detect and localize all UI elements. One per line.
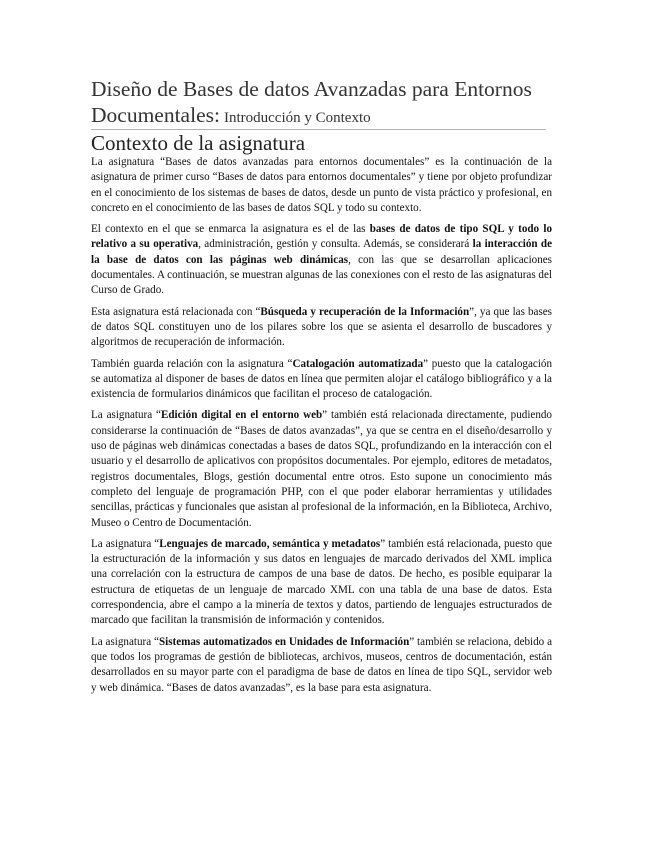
paragraph <box>91 357 552 403</box>
title-subtitle: Introducción y Contexto <box>223 110 371 126</box>
paragraph <box>91 305 552 351</box>
paragraph-text: , con las que se desarrollan aplicaciones documentales. A continuación, se muestran algunas de las conexiones con el resto de las asignaturas del Curso de Grado. <box>91 253 553 297</box>
bold-text: Catalogación automatizada <box>292 357 424 370</box>
bold-text: Búsqueda y recuperación de la Información <box>260 305 470 318</box>
paragraph-text: Esta asignatura está relacionada con “ <box>91 305 261 318</box>
paragraph-text: La asignatura “ <box>91 635 159 648</box>
paragraph <box>91 635 552 696</box>
paragraph <box>91 155 552 216</box>
paragraph-text: El contexto en el que se enmarca la asignatura es el de las <box>91 223 370 236</box>
bold-text: Sistemas automatizados en Unidades de Información <box>158 635 410 648</box>
section-heading: Contexto de la asignatura <box>91 131 306 155</box>
paragraph-text: También guarda relación con la asignatura “ <box>91 357 293 370</box>
paragraph <box>91 222 552 298</box>
bold-text: la interacción de la base de datos con las páginas web dinámicas <box>91 238 552 266</box>
paragraph-text: La asignatura “ <box>91 409 161 422</box>
bold-text: Lenguajes de marcado, semántica y metadatos <box>159 537 381 550</box>
paragraph-text: La asignatura “ <box>91 537 160 550</box>
bold-text: bases de datos de tipo SQL y todo lo relativo a su operativa <box>91 223 553 251</box>
document-body <box>91 155 552 702</box>
paragraph <box>91 408 552 530</box>
paragraph-text: ” también está relacionada directamente, pudiendo considerarse la continuación de “Bases de datos avanzadas”, ya que se centra en el diseño/desarrollo y uso de páginas web dinámicas conectadas a bases de datos SQL, profundizando en la interacción con el usuario y el desarrollo de aplicativos con propósitos documentales. Por ejemplo, editores de metadatos, registros documentales, Blogs, gestión documental entre otros. Esto supone un conocimiento más completo del lenguaje de programación PHP, con el que poder elaborar herramientas y utilidades sencillas, prácticas y funcionales que asistan al profesional de la información, en la Biblioteca, Archivo, Museo o Centro de Documentación. <box>91 409 552 529</box>
paragraph-text: La asignatura “Bases de datos avanzadas para entornos documentales” es la continuación de la asignatura de primer curso “Bases de datos para entornos documentales” y tiene por objeto profundizar en el conocimiento de los sistemas de bases de datos, desde un punto de vista práctico y profesional, en concreto en el conocimiento de las bases de datos SQL y todo su contexto. <box>91 156 552 214</box>
title-main: Diseño de Bases de datos Avanzadas para Entornos Documentales: <box>91 77 532 127</box>
paragraph-text: , administración, gestión y consulta. Además, se considerará <box>198 238 473 251</box>
paragraph-text: ” puesto que la catalogación se automatiza al disponer de bases de datos en línea que permiten alojar el catálogo bibliográfico y a la existencia de formularios dinámicos que facilitan el proceso de catalogación. <box>91 357 553 401</box>
paragraph-text: ” también está relacionada, puesto que la estructuración de la información y sus datos en lenguajes de marcado derivados del XML implica una correlación con la estructura de campos de una base de datos. De hecho, es posible equiparar la estructura de etiquetas de un lenguaje de marcado XML con una tabla de una base de datos. Esta correspondencia, abre el campo a la minería de textos y datos, partiendo de lenguajes estructurados de marcado que facilitan la transmisión de información y contenidos. <box>91 537 552 627</box>
paragraph-text: ” también se relaciona, debido a que todos los programas de gestión de bibliotecas, archivos, museos, centros de documentación, están desarrollados en su mayor parte con el paradigma de base de datos en línea de tipo SQL, servidor web y web dinámica. “Bases de datos avanzadas”, es la base para esta asignatura. <box>91 635 552 694</box>
document-title <box>91 76 546 130</box>
bold-text: Edición digital en el entorno web <box>160 409 323 422</box>
paragraph-text: ”, ya que las bases de datos SQL constituyen uno de los pilares sobre los que se asienta el desarrollo de buscadores y algoritmos de recuperación de información. <box>91 305 552 349</box>
paragraph <box>91 537 552 629</box>
